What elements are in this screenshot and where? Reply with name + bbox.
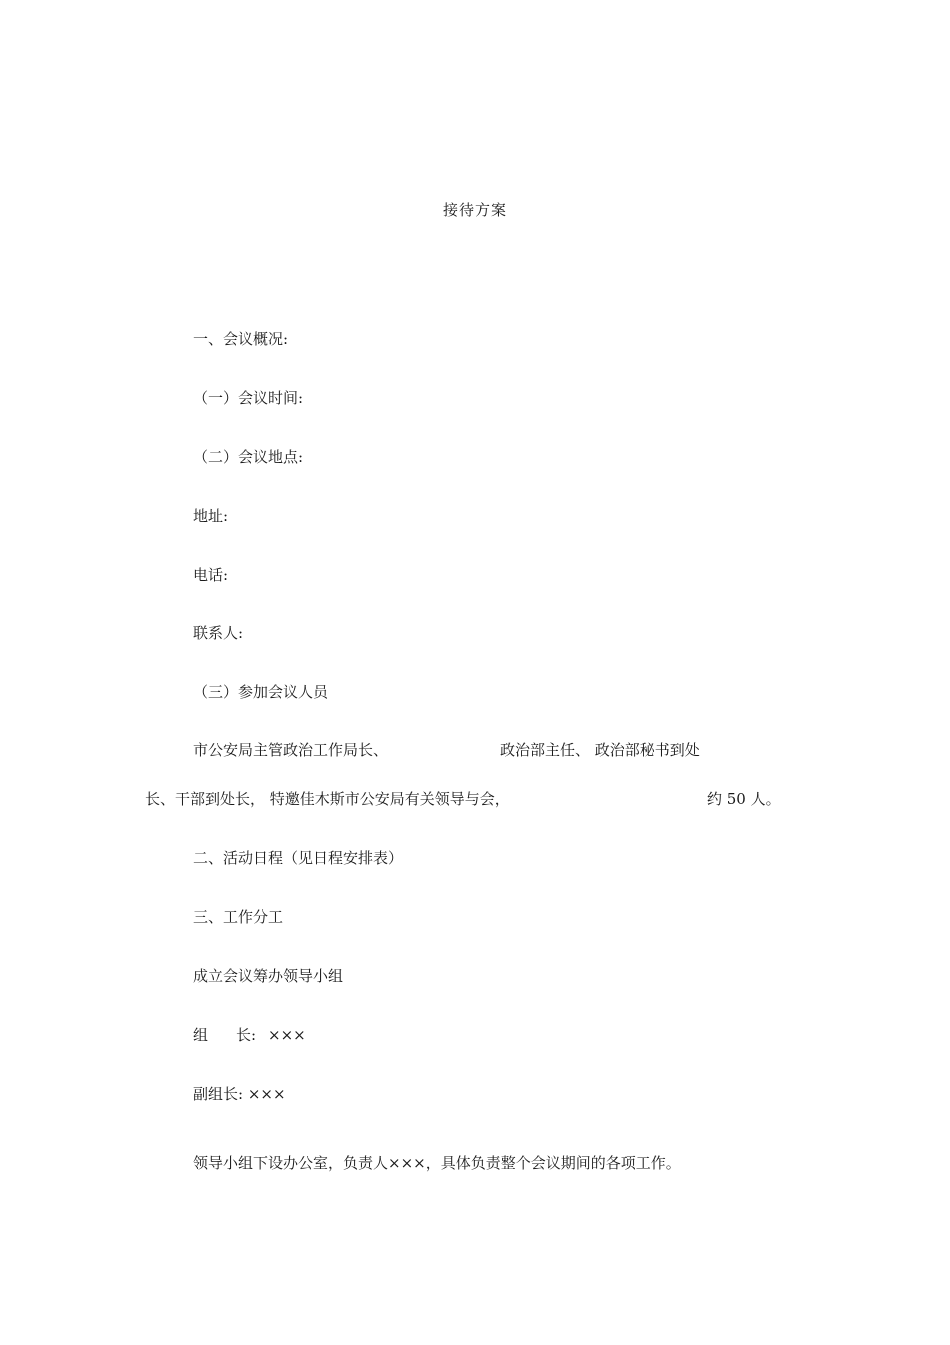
leadership-group-line: 成立会议筹办领导小组	[193, 967, 344, 985]
meeting-time-label: （一）会议时间:	[193, 389, 304, 407]
attendees-text-line2-part2: 约 50 人。	[707, 790, 781, 808]
address-label: 地址:	[193, 507, 229, 525]
attendees-text-line2-part1: 长、干部到处长， 特邀佳木斯市公安局有关领导与会，	[145, 790, 510, 808]
leader-label-part2: 长:	[236, 1026, 257, 1044]
contact-label: 联系人:	[193, 624, 244, 642]
office-line: 领导小组下设办公室，负责人×××，具体负责整个会议期间的各项工作。	[193, 1154, 681, 1172]
section-2-heading: 二、活动日程（见日程安排表）	[193, 849, 404, 867]
deputy-leader-line: 副组长: ×××	[193, 1085, 286, 1103]
section-3-heading: 三、工作分工	[193, 908, 284, 926]
document-title: 接待方案	[442, 201, 507, 219]
section-1-heading: 一、会议概况:	[193, 330, 289, 348]
attendees-text-line1-part2: 政治部主任、 政治部秘书到处	[500, 741, 700, 759]
leader-label-part1: 组	[193, 1026, 209, 1044]
attendees-text-line1-part1: 市公安局主管政治工作局长、	[193, 741, 389, 759]
attendees-heading: （三）参加会议人员	[193, 683, 329, 701]
meeting-place-label: （二）会议地点:	[193, 448, 304, 466]
phone-label: 电话:	[193, 566, 229, 584]
leader-value: ×××	[268, 1026, 306, 1044]
